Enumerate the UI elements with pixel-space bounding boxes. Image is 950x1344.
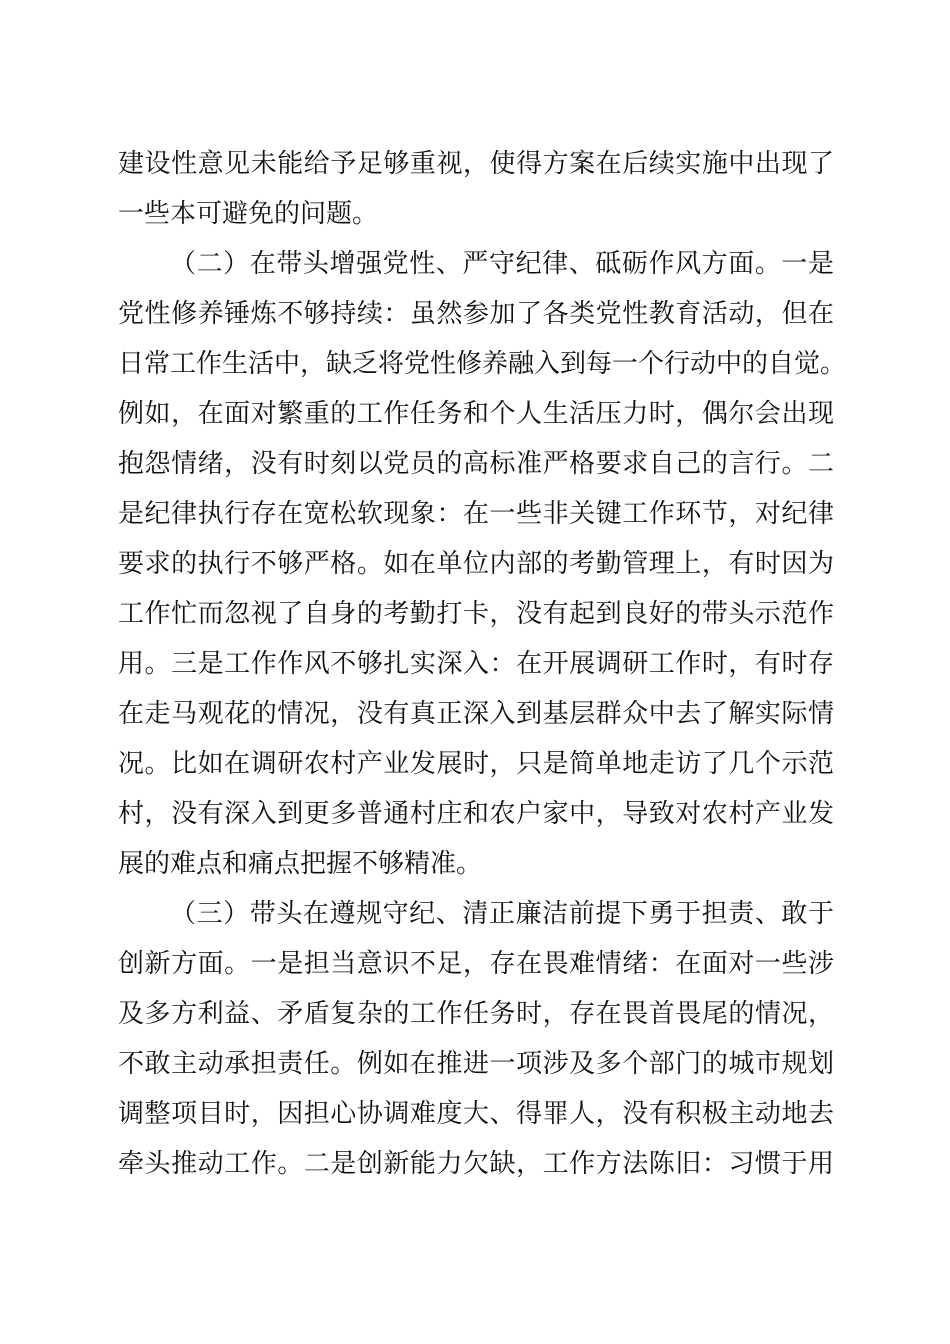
text-line: 用。三是工作作风不够扎实深入：在开展调研工作时，有时存 xyxy=(118,649,834,679)
text-line: 展的难点和痛点把握不够精准。 xyxy=(118,849,483,879)
text-line: 党性修养锤炼不够持续：虽然参加了各类党性教育活动，但在 xyxy=(118,299,834,329)
text-line: 及多方利益、矛盾复杂的工作任务时，存在畏首畏尾的情况， xyxy=(118,999,834,1029)
text-line: 牵头推动工作。二是创新能力欠缺，工作方法陈旧：习惯于用 xyxy=(118,1149,834,1179)
text-line: 在走马观花的情况，没有真正深入到基层群众中去了解实际情 xyxy=(118,699,834,729)
text-line: 要求的执行不够严格。如在单位内部的考勤管理上，有时因为 xyxy=(118,549,834,579)
text-line: 不敢主动承担责任。例如在推进一项涉及多个部门的城市规划 xyxy=(118,1049,834,1079)
text-line: 调整项目时，因担心协调难度大、得罪人，没有积极主动地去 xyxy=(118,1099,834,1129)
section-heading-line: （二）在带头增强党性、严守纪律、砥砺作风方面。一是 xyxy=(170,249,834,279)
text-line: 是纪律执行存在宽松软现象：在一些非关键工作环节，对纪律 xyxy=(118,499,834,529)
text-line: 工作忙而忽视了自身的考勤打卡，没有起到良好的带头示范作 xyxy=(118,599,834,629)
text-line: 抱怨情绪，没有时刻以党员的高标准严格要求自己的言行。二 xyxy=(118,449,834,479)
text-line: 例如，在面对繁重的工作任务和个人生活压力时，偶尔会出现 xyxy=(118,399,834,429)
text-line: 村，没有深入到更多普通村庄和农户家中，导致对农村产业发 xyxy=(118,799,834,829)
text-line: 创新方面。一是担当意识不足，存在畏难情绪：在面对一些涉 xyxy=(118,949,834,979)
text-line: 日常工作生活中，缺乏将党性修养融入到每一个行动中的自觉。 xyxy=(118,349,847,379)
text-line: 一些本可避免的问题。 xyxy=(118,199,379,229)
section-heading-line: （三）带头在遵规守纪、清正廉洁前提下勇于担责、敢于 xyxy=(170,899,834,929)
text-line: 建设性意见未能给予足够重视，使得方案在后续实施中出现了 xyxy=(118,149,834,179)
text-line: 况。比如在调研农村产业发展时，只是简单地走访了几个示范 xyxy=(118,749,834,779)
